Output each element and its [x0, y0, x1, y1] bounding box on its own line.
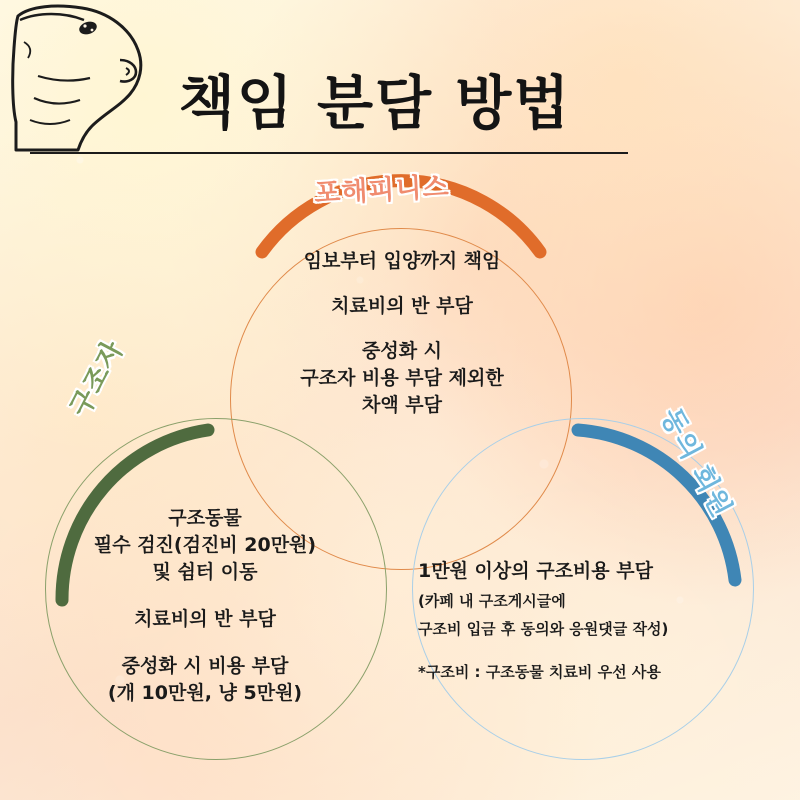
right-line-2: (카페 내 구조게시글에	[418, 591, 566, 610]
left-line-1: 구조동물	[168, 507, 242, 529]
right-circle-text	[418, 558, 758, 684]
left-circle-text	[40, 505, 370, 707]
right-line-3: 구조비 입금 후 동의와 응원댓글 작성)	[418, 619, 669, 638]
page-title: 책임 분담 방법	[178, 69, 572, 137]
top-circle-text	[232, 248, 572, 419]
right-line-1: 1만원 이상의 구조비용 부담	[418, 560, 653, 582]
left-line-6: (개 10만원, 냥 5만원)	[107, 681, 303, 704]
top-line-3: 중성화 시	[361, 339, 443, 362]
top-line-1: 임보부터 입양까지 책임	[303, 250, 501, 272]
circle-label-happiness: 포해피니스	[313, 171, 451, 210]
right-line-4: *구조비 : 구조동물 치료비 우선 사용	[418, 663, 661, 682]
circle-label-rescuer: 구조자	[64, 335, 130, 422]
circle-label-supporter: 동의 회원	[654, 403, 738, 523]
left-line-2: 필수 검진(검진비 20만원)	[93, 533, 317, 556]
top-line-4: 구조자 비용 부담 제외한	[300, 366, 504, 389]
top-line-5: 차액 부담	[361, 393, 443, 416]
top-line-2: 치료비의 반 부담	[331, 294, 473, 317]
left-line-3: 및 쉼터 이동	[152, 560, 258, 583]
title-underline	[30, 152, 628, 154]
left-line-5: 중성화 시 비용 부담	[121, 654, 289, 677]
left-line-4: 치료비의 반 부담	[134, 607, 276, 630]
